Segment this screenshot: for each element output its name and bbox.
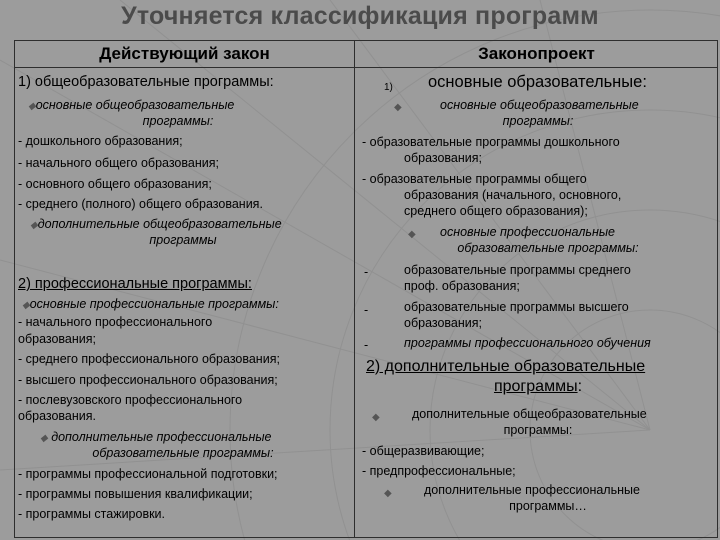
list-item: - предпрофессиональные; bbox=[362, 464, 516, 478]
right-section1-heading: основные образовательные: bbox=[428, 73, 647, 91]
list-item: образования (начального, основного, bbox=[404, 188, 622, 202]
right-section2-extra-line2: программы… bbox=[509, 499, 587, 513]
list-item: - программы профессиональной подготовки; bbox=[18, 467, 278, 481]
diamond-bullet-icon: ◆ bbox=[384, 488, 392, 499]
right-section2-heading-line2: программы bbox=[493, 378, 578, 395]
diamond-bullet-icon: ◆ bbox=[40, 433, 48, 444]
left-section1-sub-line1: основные общеобразовательные bbox=[35, 98, 235, 112]
right-section1-prof-line2: образовательные программы: bbox=[457, 241, 639, 255]
dash-marker: - bbox=[364, 303, 369, 317]
left-section1-sub-line2: программы: bbox=[142, 114, 214, 128]
list-item: - начального профессионального bbox=[18, 315, 213, 329]
list-item: - среднего (полного) общего образования. bbox=[18, 197, 263, 211]
dash-marker: - bbox=[364, 338, 369, 352]
left-section1-extra-line2: программы bbox=[149, 233, 217, 247]
list-item: - образовательные программы общего bbox=[362, 172, 587, 186]
list-item: - программы стажировки. bbox=[18, 507, 166, 521]
list-item: образования; bbox=[18, 332, 96, 346]
list-item: - среднего профессионального образования; bbox=[18, 352, 280, 366]
list-item: образования; bbox=[404, 316, 482, 330]
diamond-bullet-icon: ◆ bbox=[394, 102, 402, 113]
list-item: проф. образования; bbox=[404, 279, 520, 293]
list-item: - программы повышения квалификации; bbox=[18, 487, 253, 501]
page-title: Уточняется классификация программ bbox=[121, 2, 599, 30]
left-section2-heading: 2) профессиональные программы: bbox=[18, 276, 252, 292]
list-item: - высшего профессионального образования; bbox=[18, 373, 278, 387]
list-item: - дошкольного образования; bbox=[18, 134, 183, 148]
left-section1-extra-line1: дополнительные общеобразовательные bbox=[37, 217, 282, 231]
right-section2-sub-line2: программы: bbox=[503, 423, 573, 437]
list-item: образования. bbox=[18, 409, 96, 423]
list-item: - основного общего образования; bbox=[18, 177, 212, 191]
diamond-bullet-icon: ◆ bbox=[22, 300, 30, 311]
list-item: - общеразвивающие; bbox=[362, 444, 485, 458]
left-section2-sub bbox=[22, 296, 279, 314]
list-item: среднего общего образования); bbox=[404, 204, 588, 218]
list-item: образования; bbox=[404, 151, 482, 165]
left-section2-sub-text: основные профессиональные программы: bbox=[29, 297, 279, 311]
right-section2-sub-line1: дополнительные общеобразовательные bbox=[412, 407, 647, 421]
right-section2-heading-line1: 2) дополнительные образовательные bbox=[366, 358, 646, 375]
right-section1-number: 1) bbox=[384, 82, 393, 93]
left-section1-heading: 1) общеобразовательные программы: bbox=[18, 74, 274, 90]
list-item: программы профессионального обучения bbox=[404, 336, 651, 350]
right-column-header: Законопроект bbox=[355, 40, 718, 68]
diamond-bullet-icon: ◆ bbox=[28, 101, 36, 112]
right-section2-extra-line1: дополнительные профессиональные bbox=[424, 483, 640, 497]
list-item: - образовательные программы дошкольного bbox=[362, 135, 620, 149]
dash-marker: - bbox=[364, 265, 369, 279]
list-item: образовательные программы высшего bbox=[404, 300, 629, 314]
right-section1-sub-line1: основные общеобразовательные bbox=[440, 98, 639, 112]
right-section2-heading-line2-wrap bbox=[360, 377, 716, 397]
diamond-bullet-icon: ◆ bbox=[30, 220, 38, 231]
column-divider bbox=[354, 40, 355, 538]
left-section2-extra-line2: образовательные программы: bbox=[92, 446, 274, 460]
right-section1-sub-line2: программы: bbox=[502, 114, 574, 128]
list-item: образовательные программы среднего bbox=[404, 263, 631, 277]
right-section2-heading-colon: : bbox=[577, 378, 583, 395]
list-item: - послевузовского профессионального bbox=[18, 393, 243, 407]
left-section2-extra-line1: дополнительные профессиональные bbox=[51, 430, 272, 444]
diamond-bullet-icon: ◆ bbox=[408, 229, 416, 240]
list-item: - начального общего образования; bbox=[18, 156, 219, 170]
left-column-header: Действующий закон bbox=[14, 40, 355, 68]
diamond-bullet-icon: ◆ bbox=[372, 412, 380, 423]
right-section1-prof-line1: основные профессиональные bbox=[440, 225, 615, 239]
